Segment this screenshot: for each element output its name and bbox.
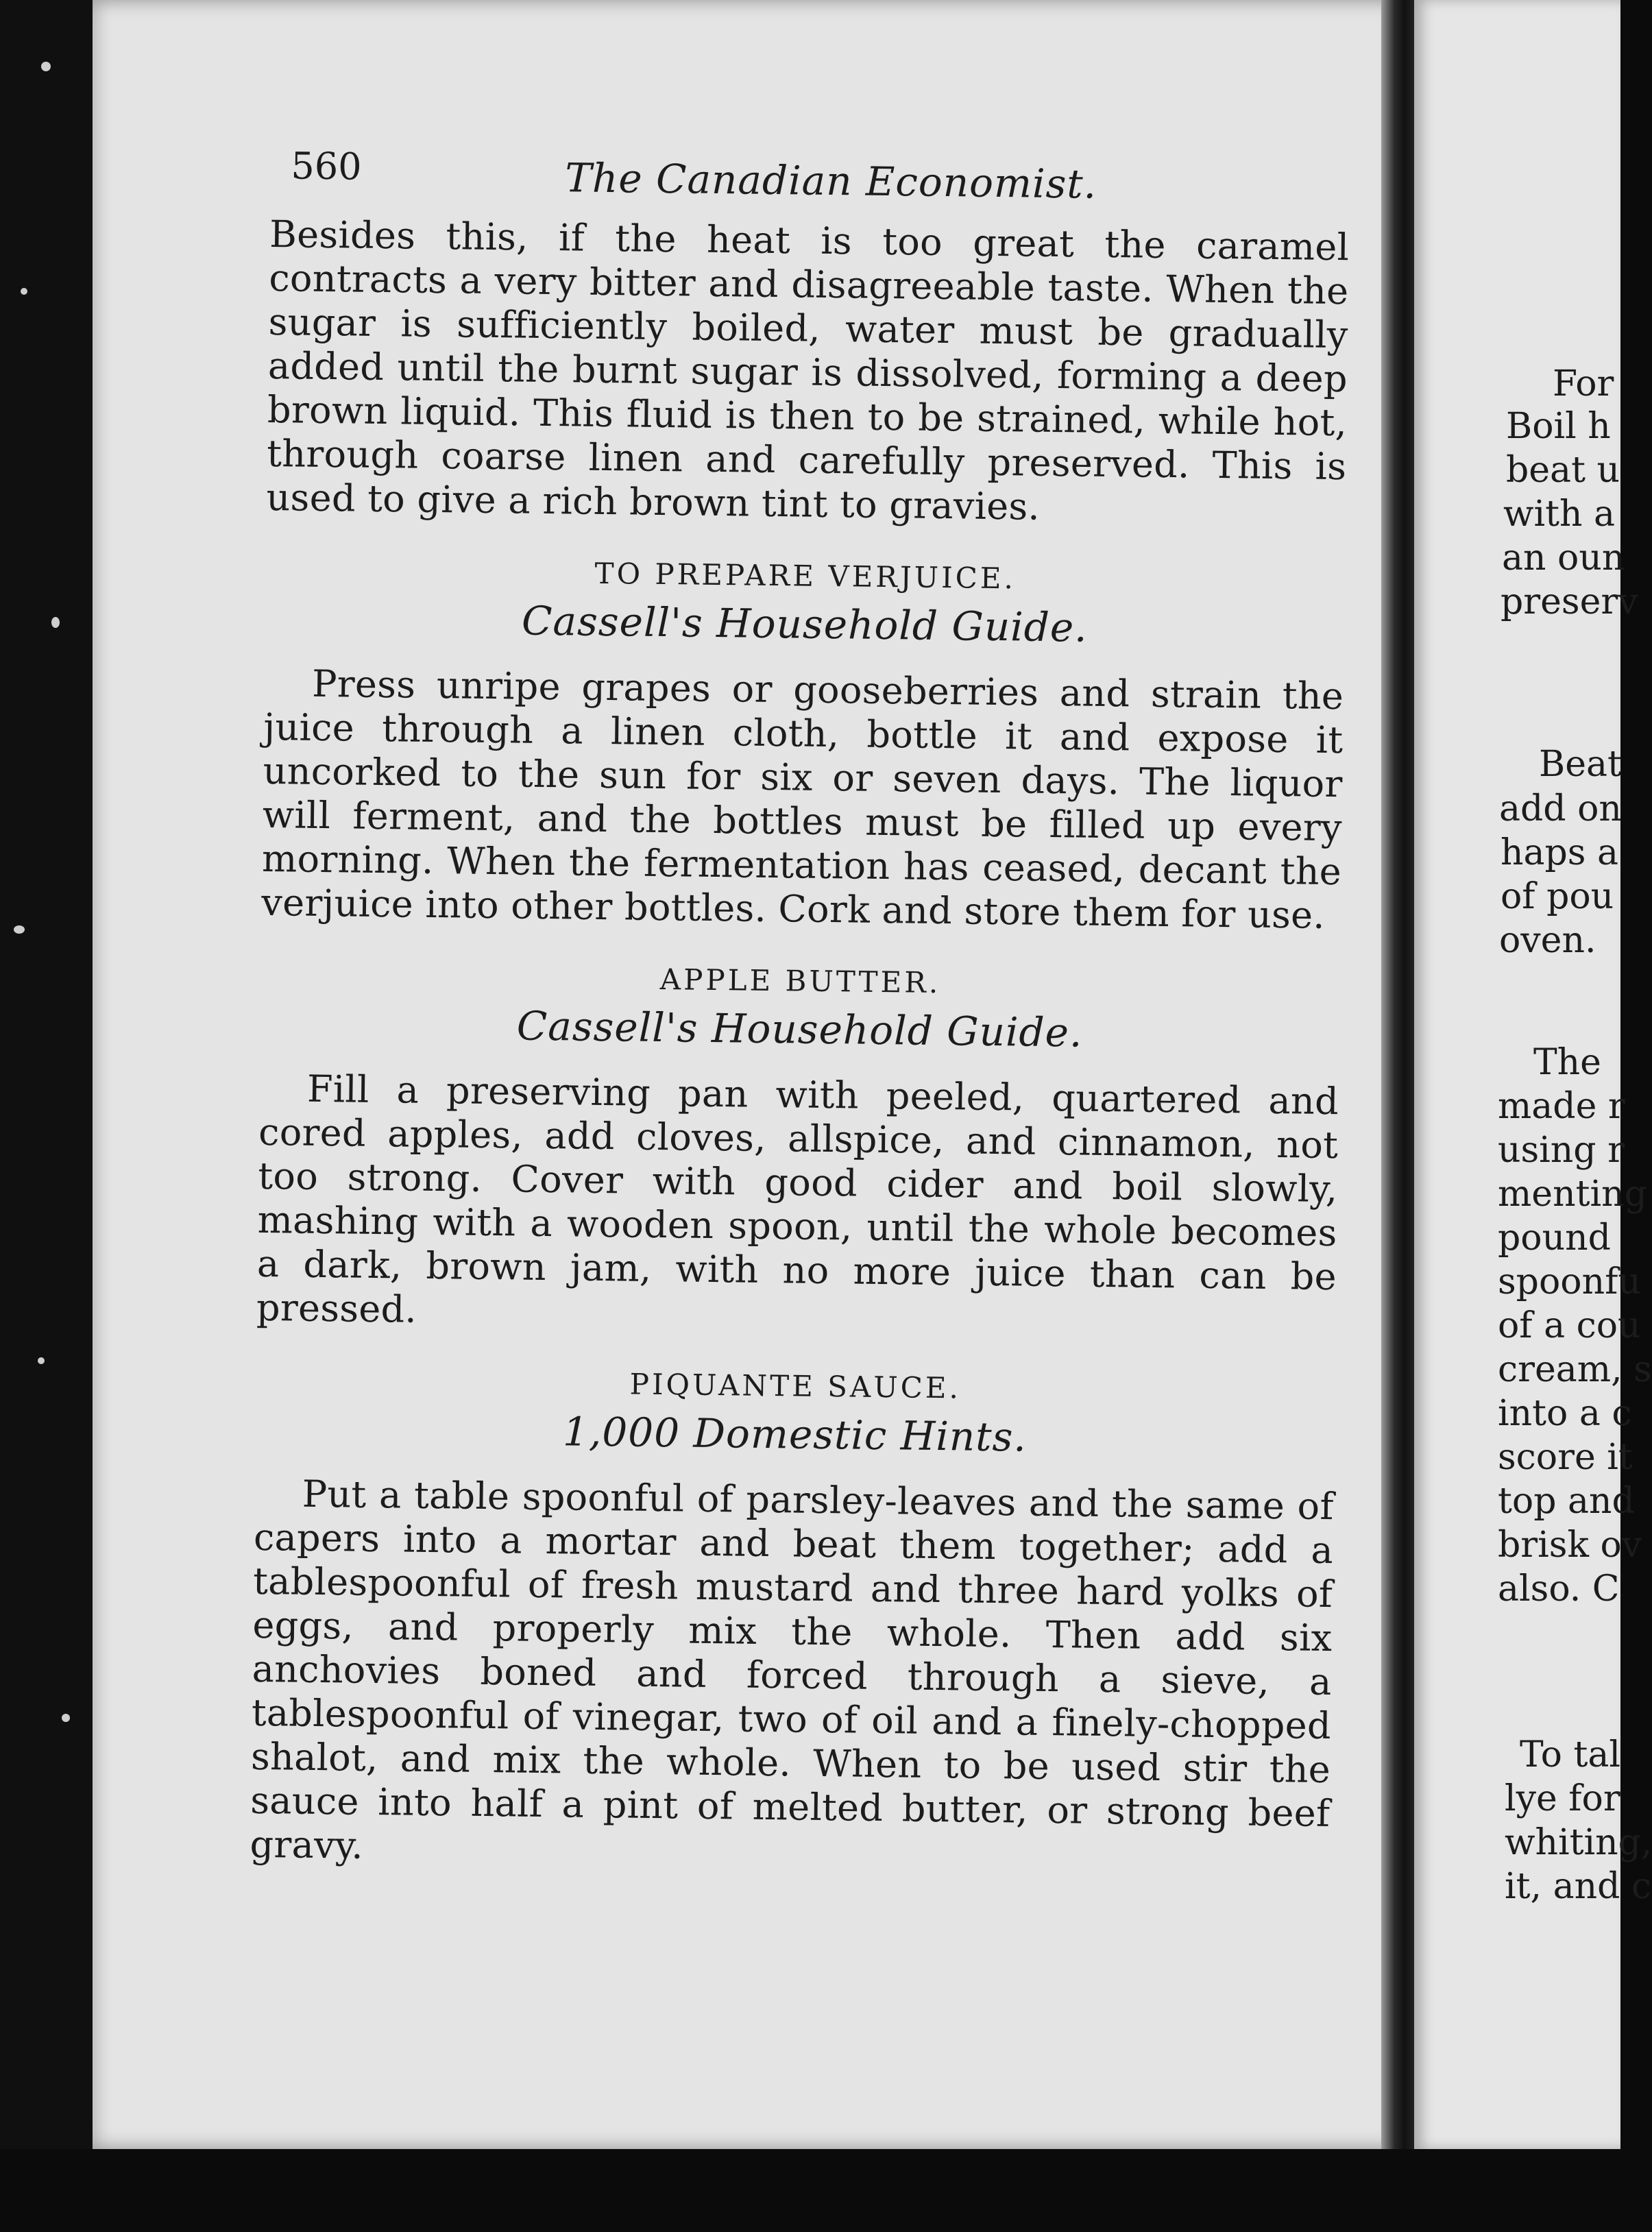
- dust-speck: [38, 1357, 45, 1364]
- right-page-line: an oun: [1502, 537, 1625, 579]
- right-page-line: top and: [1498, 1481, 1635, 1522]
- right-page-line: lye for: [1505, 1778, 1620, 1819]
- right-page-line: preserv: [1501, 581, 1638, 622]
- running-title: The Canadian Economist.: [564, 154, 1097, 208]
- right-page-line: it, and c: [1505, 1866, 1652, 1907]
- intro-paragraph: Besides this, if the heat is too great the caramel contracts a very bitter and disagreeable taste. When the sugar is sufficiently boiled, water must be gradually added until the burnt sugar is dissolved, forming a deep brown liquid. This fluid is then to be strained, while hot, through coarse linen and carefully preserved. This is used to give a rich brown tint to gravies.: [266, 212, 1350, 529]
- recipe-text: Put a table spoonful of parsley-leaves and the same of capers into a mortar and beat them together; add a tablespoonful of fresh mustard and three hard yolks of eggs, and properly mix the whole. Then add six anchovies boned and forced through a sieve, a tablespoonful of vinegar, two of oil and a finely-chopped shalot, and mix the whole. When to be used stir the sauce into half a pint of melted butter, or strong beef gravy.: [250, 1472, 1335, 1867]
- recipe-verjuice: [261, 553, 1346, 938]
- right-page-line: spoonfu: [1498, 1261, 1641, 1302]
- dust-speck: [62, 1714, 70, 1722]
- recipe-source: Cassell's Household Guide.: [521, 597, 1089, 651]
- page-content: [250, 137, 1350, 1880]
- recipe-source: Cassell's Household Guide.: [516, 1002, 1083, 1056]
- right-page-line: add on: [1499, 788, 1622, 829]
- page-number: 560: [291, 144, 362, 189]
- recipe-source: 1,000 Domestic Hints.: [562, 1408, 1028, 1461]
- right-page-line: Boil h: [1506, 406, 1611, 447]
- dust-speck: [51, 617, 60, 628]
- running-head: [270, 137, 1350, 226]
- right-page-line: score it: [1498, 1437, 1633, 1478]
- right-page-line: cream, s: [1498, 1349, 1652, 1390]
- book-gutter: [1381, 0, 1414, 2149]
- right-page-line: using r: [1498, 1130, 1625, 1171]
- right-page-line: pound: [1498, 1217, 1611, 1259]
- binding-edge: [0, 0, 93, 2232]
- right-page-line: menting: [1498, 1174, 1647, 1215]
- right-page-line: Beat: [1539, 744, 1622, 785]
- right-page-line: To tal: [1520, 1734, 1621, 1775]
- scan-border: [0, 2149, 1620, 2232]
- right-page-line: whiting,: [1505, 1822, 1652, 1863]
- recipe-text: Press unripe grapes or gooseberries and strain the juice through a linen cloth, bottle it and expose it uncorked to the sun for six or seven days. The liquor will ferment, and the bottles must be filled up every morning. When the fermentation has ceased, decant the verjuice into other bottles. Cork and store them for use.: [260, 662, 1344, 937]
- right-page-line: of a cou: [1498, 1305, 1641, 1346]
- recipe-heading: TO PREPARE VERJUICE.: [594, 556, 1017, 596]
- right-page-line: of pou: [1501, 876, 1614, 917]
- right-page-line: beat u: [1506, 450, 1620, 491]
- right-page-text: [1498, 0, 1652, 2149]
- recipe-text: Fill a preserving pan with peeled, quartered and cored apples, add cloves, allspice, and cinnamon, not too strong. Cover with good cider and boil slowly, mashing with a wooden spoon, until the whole becomes a dark, brown jam, with no more juice than can be pressed.: [256, 1067, 1339, 1331]
- recipe-heading: APPLE BUTTER.: [659, 962, 941, 1000]
- dust-speck: [21, 288, 27, 295]
- right-page-line: with a: [1503, 494, 1616, 535]
- dust-speck: [14, 925, 25, 934]
- right-page-line: into a c: [1498, 1393, 1632, 1434]
- dust-speck: [41, 62, 51, 71]
- right-page-line: The: [1533, 1042, 1601, 1083]
- right-page-line: also. C: [1498, 1568, 1620, 1610]
- right-page-line: oven.: [1499, 920, 1596, 961]
- right-page-line: brisk ov: [1498, 1525, 1642, 1566]
- recipe-heading: PIQUANTE SAUCE.: [629, 1367, 962, 1405]
- recipe-piquante-sauce: [250, 1363, 1335, 1880]
- recipe-apple-butter: [256, 958, 1341, 1343]
- right-page-line: haps a: [1501, 832, 1618, 873]
- right-page-line: made r: [1498, 1086, 1625, 1127]
- right-page-line: For: [1553, 363, 1614, 404]
